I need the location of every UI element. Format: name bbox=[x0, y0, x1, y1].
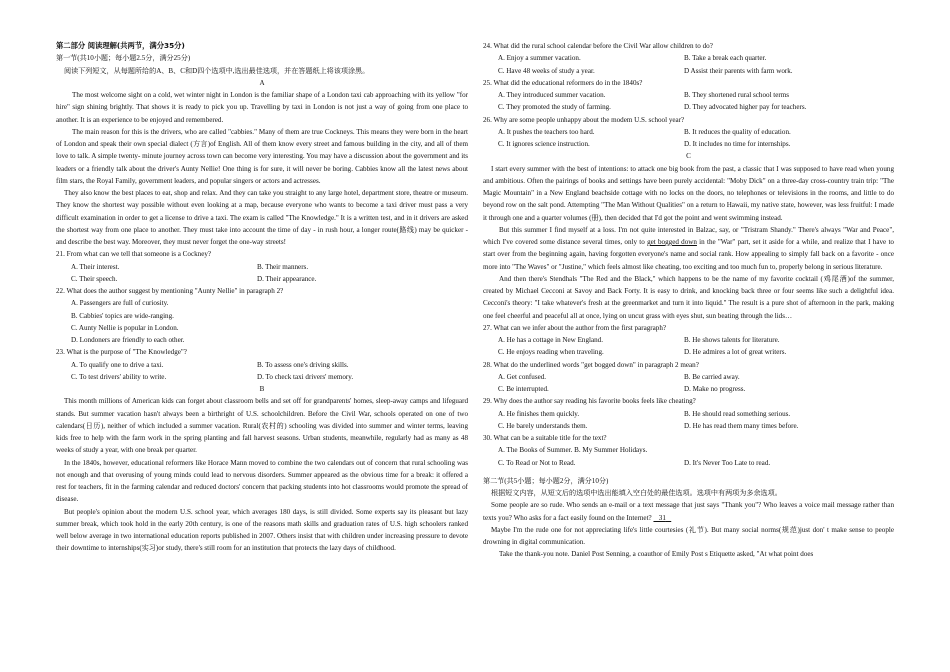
option: B. Their manners. bbox=[257, 262, 309, 271]
option: C. To test drivers' ability to write. bbox=[71, 372, 167, 381]
section2-instruction: 根据短文内容，从短文后的选项中选出能填入空白处的最佳选项。选项中有两项为多余选项。 bbox=[491, 489, 782, 497]
option: A. Passengers are full of curiosity. bbox=[71, 299, 169, 308]
option: B. He shows talents for literature. bbox=[684, 336, 780, 344]
option: C. Be interrupted. bbox=[498, 385, 549, 393]
option: D. It's Never Too Late to read. bbox=[684, 458, 771, 467]
passage-a-p2: The main reason for this is the drivers, who are called "cabbies." Many of them are true Cockneys. This means they were born in the heart of London and speak their own special dialect (方言)of English. All of them know every street and famous building in the city, and all of them love to talk. A simple twenty- minute journey across town can become very interesting. You may have a discussion about the government and its leaders or a friendly talk about the driver's Aunty Nellie! One thing is for sure, it will never be boring. Cabbies know all the latest news about film stars, the Royal Family, government leaders, and popular singers or actors and actresses. bbox=[56, 127, 468, 185]
question-21-options bbox=[56, 261, 468, 286]
section-heading: 第二部分 阅读理解(共两节，满分35分) bbox=[56, 41, 185, 50]
option: D. Their appearance. bbox=[257, 274, 317, 283]
option: A. Get confused. bbox=[498, 372, 547, 381]
passage-c-p2-after: in the "War" part, set it aside for a while, and realize that I have to start over from the beginning again, having forgotten everyone's name and social rank. How appealing to simply fall back on a favorite - once more into "The Waves" or "Justine," which feels almost like cheating, too exciting and too much fun to, properly belong in serious literature. bbox=[483, 238, 894, 271]
option: C. Have 48 weeks of study a year. bbox=[498, 66, 595, 75]
option: C. They promoted the study of farming. bbox=[498, 103, 611, 112]
option: D Assist their parents with farm work. bbox=[684, 66, 793, 75]
question-27: 27. What can we infer about the author from the first paragraph? bbox=[483, 323, 667, 332]
passage-c-p2-before: But this summer I find myself at a loss. I'm not quite interested in Balzac, say, or "Tristram Shandy." There's always "War and Peace", which I've covered some distance several times, only to bbox=[483, 225, 894, 246]
blank-31-tail bbox=[666, 514, 671, 522]
option: D. Make no progress. bbox=[684, 385, 746, 393]
option: B. Be carried away. bbox=[684, 372, 740, 381]
passage-b-label: B bbox=[259, 385, 265, 393]
option: D. They advocated higher pay for teachers. bbox=[684, 103, 807, 112]
question-25: 25. What did the educational reformers do in the 1840s? bbox=[483, 78, 643, 87]
passage-d-p1 bbox=[483, 499, 894, 524]
passage-c-p3: And then there's Stendhals "The Red and the Black," which happens to be the name of my favorite cocktail (鸡尾酒)of the summer, created by Michael Cecconi at Savoy and Back Forty. It is easy to drink, and knocking back three or four seems like such a delightful idea. Cecconi's theory: "I take whatever's fresh at the greenmarket and turn it into liquid." The result is a pure shot of afternoon in the park, making one feel cheerful and peaceful all at once, lying on uncut grass with eyes shut, sun beating through the lids… bbox=[483, 274, 894, 320]
option: A. He finishes them quickly. bbox=[498, 409, 580, 418]
option: C. Aunty Nellie is popular in London. bbox=[71, 323, 179, 332]
left-column bbox=[56, 40, 468, 555]
option: D. To check taxi drivers' memory. bbox=[257, 372, 354, 381]
section1-intro: 第一节(共10小题；每小题2.5分，满分25分) bbox=[56, 54, 191, 63]
option: B. They shortened rural school terms bbox=[684, 91, 790, 99]
option: C. He enjoys reading when traveling. bbox=[498, 348, 604, 357]
question-21: 21. From what can we tell that someone is a Cockney? bbox=[56, 250, 212, 259]
option: D. He has read them many times before. bbox=[684, 421, 799, 430]
option: A. He has a cottage in New England. bbox=[498, 336, 603, 344]
option: B. He should read something serious. bbox=[684, 409, 791, 418]
passage-d-p3: Take the thank-you note. Daniel Post Senning, a coauthor of Emily Post s Etiquette asked, "At what point does bbox=[499, 550, 814, 559]
passage-d-p2: Maybe I'm the rude one for not appreciating life's little courtesies (礼节). But many social norms(规范)just don' t make sense to people drowning in digital communication. bbox=[483, 525, 894, 546]
option: D. It includes no time for internships. bbox=[684, 140, 791, 148]
passage-a-p3: They also know the best places to eat, shop and relax. And they can take you straight to any large hotel, department store, theatre or museum. They know the shortest way possible without even looking at a map, because everyone who wants to become a taxi driver must pass a very difficult examination in order to get a license to drive a taxi. The exam is called "The Knowledge." It is a written test, and in it drivers are asked the shortest way from one place to another. They must take into account the time of day - in rush hour, a longer route(路线) may be quicker - and describe the best way. Moreover, they must never forget the one-way streets! bbox=[56, 189, 468, 246]
option: B. Take a break each quarter. bbox=[684, 54, 767, 63]
question-29-options bbox=[483, 408, 894, 433]
option: A. The Books of Summer. B. My Summer Holidays. bbox=[498, 446, 648, 455]
passage-b-p3: But people's opinion about the modern U.S. school year, which averages 180 days, is still divided. Some experts say its pleasant but lazy summer break, which took hold in the early 20th century, is one of the reasons math skills and graduation rates of U.S. high schoolers ranked well below average in two international education reports published in 2007. Others insist that with children under increasing pressure to devote their downtime to internships(实习)or study, there's still room for an institution that protects the lazy days of childhood. bbox=[56, 507, 468, 553]
question-24: 24. What did the rural school calendar before the Civil War allow children to do? bbox=[483, 42, 713, 50]
option: C. It ignores science instruction. bbox=[498, 140, 590, 148]
question-30-options-line2 bbox=[483, 457, 894, 469]
question-27-options bbox=[483, 334, 894, 359]
question-23-options bbox=[56, 359, 468, 384]
option: B. To assess one's driving skills. bbox=[257, 360, 349, 369]
question-22: 22. What does the author suggest by mentioning "Aunty Nellie" in paragraph 2? bbox=[56, 287, 284, 295]
question-25-options bbox=[483, 89, 894, 114]
passage-b-p2: In the 1840s, however, educational reformers like Horace Mann moved to combine the two calendars out of concern that rural schooling was not enough and that overusing of young minds could lead to nervous disorders. Summer appeared as the obvious time for a break: it offered a rest for teachers, fit in the farming calendar and reduced doctors' concern that packing students into hot classrooms would promote the spread of disease. bbox=[56, 458, 468, 504]
option: B. It reduces the quality of education. bbox=[684, 127, 791, 136]
section2-intro: 第二节(共5小题；每小题2分，满分10分) bbox=[483, 476, 609, 485]
option: C. To Read or Not to Read. bbox=[498, 458, 576, 467]
question-30-options-line1 bbox=[483, 444, 894, 456]
option: A. It pushes the teachers too hard. bbox=[498, 127, 595, 136]
passage-d-p1-text: Some people are so rude. Who sends an e-mail or a text message that just says "Thank you"? Who leaves a voice mail message rather than texts you? Who asks for a fact easily found on the Internet? bbox=[483, 501, 894, 522]
option: D. Londoners are friendly to each other. bbox=[71, 336, 185, 344]
option: C. Their speech. bbox=[71, 274, 118, 283]
option: D. He admires a lot of great writers. bbox=[684, 348, 787, 357]
passage-b-p1: This month millions of American kids can forget about classroom bells and set off for grandparents' homes, sleep-away camps and lifeguard stands. But summer vacation hasn't always been a birthright of U.S. schoolchildren. Before the Civil War, schools operated on one of two calendars(日历), neither of which included a summer vacation. Rural(农村的) schooling was divided into summer and winter terms, leaving kids free to help with the farm work in the spring planting and fall harvest seasons. Urban students, meanwhile, regularly had as many as 48 weeks of study a year, with one break per quarter. bbox=[56, 397, 468, 455]
passage-a-p1: The most welcome sight on a cold, wet winter night in London is the familiar shape of a London taxi cab approaching with its yellow "for hire" sign shining brightly. That shows it is ready to pick you up. Travelling by taxi in London is not just a way of going from one place to another. It is an experience to be enjoyed and remembered. bbox=[56, 91, 468, 124]
question-24-options bbox=[483, 52, 894, 77]
blank-31: 31 bbox=[653, 513, 666, 522]
question-29: 29. Why does the author say reading his favorite books feels like cheating? bbox=[483, 397, 696, 406]
question-26: 26. Why are some people unhappy about the modem U.S. school year? bbox=[483, 115, 685, 124]
option: C. He barely understands them. bbox=[498, 421, 588, 430]
question-26-options bbox=[483, 126, 894, 151]
passage-c-label: C bbox=[686, 152, 691, 161]
question-28: 28. What do the underlined words "get bogged down" in paragraph 2 mean? bbox=[483, 360, 699, 369]
option: A. Enjoy a summer vacation. bbox=[498, 54, 581, 63]
question-23: 23. What is the purpose of "The Knowledge"? bbox=[56, 348, 187, 357]
question-22-options bbox=[56, 297, 468, 346]
passage-c-p2 bbox=[483, 224, 894, 273]
option: A. They introduced summer vacation. bbox=[498, 91, 606, 99]
question-28-options bbox=[483, 371, 894, 396]
question-30: 30. What can be a suitable title for the text? bbox=[483, 434, 607, 442]
option: B. Cabbies' topics are wide-ranging. bbox=[71, 311, 174, 320]
option: A. Their interest. bbox=[71, 262, 120, 271]
passage-a-label: A bbox=[259, 78, 265, 87]
right-column bbox=[483, 40, 894, 561]
option: A. To qualify one to drive a taxi. bbox=[71, 360, 164, 369]
passage-c-p1: I start every summer with the best of intentions: to attack one big book from the past, a classic that I was supposed to have read when young and ambitious. Often the pairings of books and settings have been purely accidental: "Moby Dick" on a three-day cross-country train trip: "The Magic Mountain" in a New England beachside cottage with no locks on the doors, no telephones or televisions in the rooms, and little to do beyond row on the salt pond. Attempting "The Man Without Qualities" on a return to Hawaii, my native state, however, was less fruitful: I made it through one and a quarter volumes (册), then decided that I'd got the point and went swimming instead. bbox=[483, 164, 894, 222]
underlined-phrase: get bogged down bbox=[647, 238, 697, 246]
instruction: 阅读下列短文，从每题所给的A、B、C和D四个选项中,选出最佳选项，并在答题纸上将该项涂黑。 bbox=[64, 66, 370, 75]
